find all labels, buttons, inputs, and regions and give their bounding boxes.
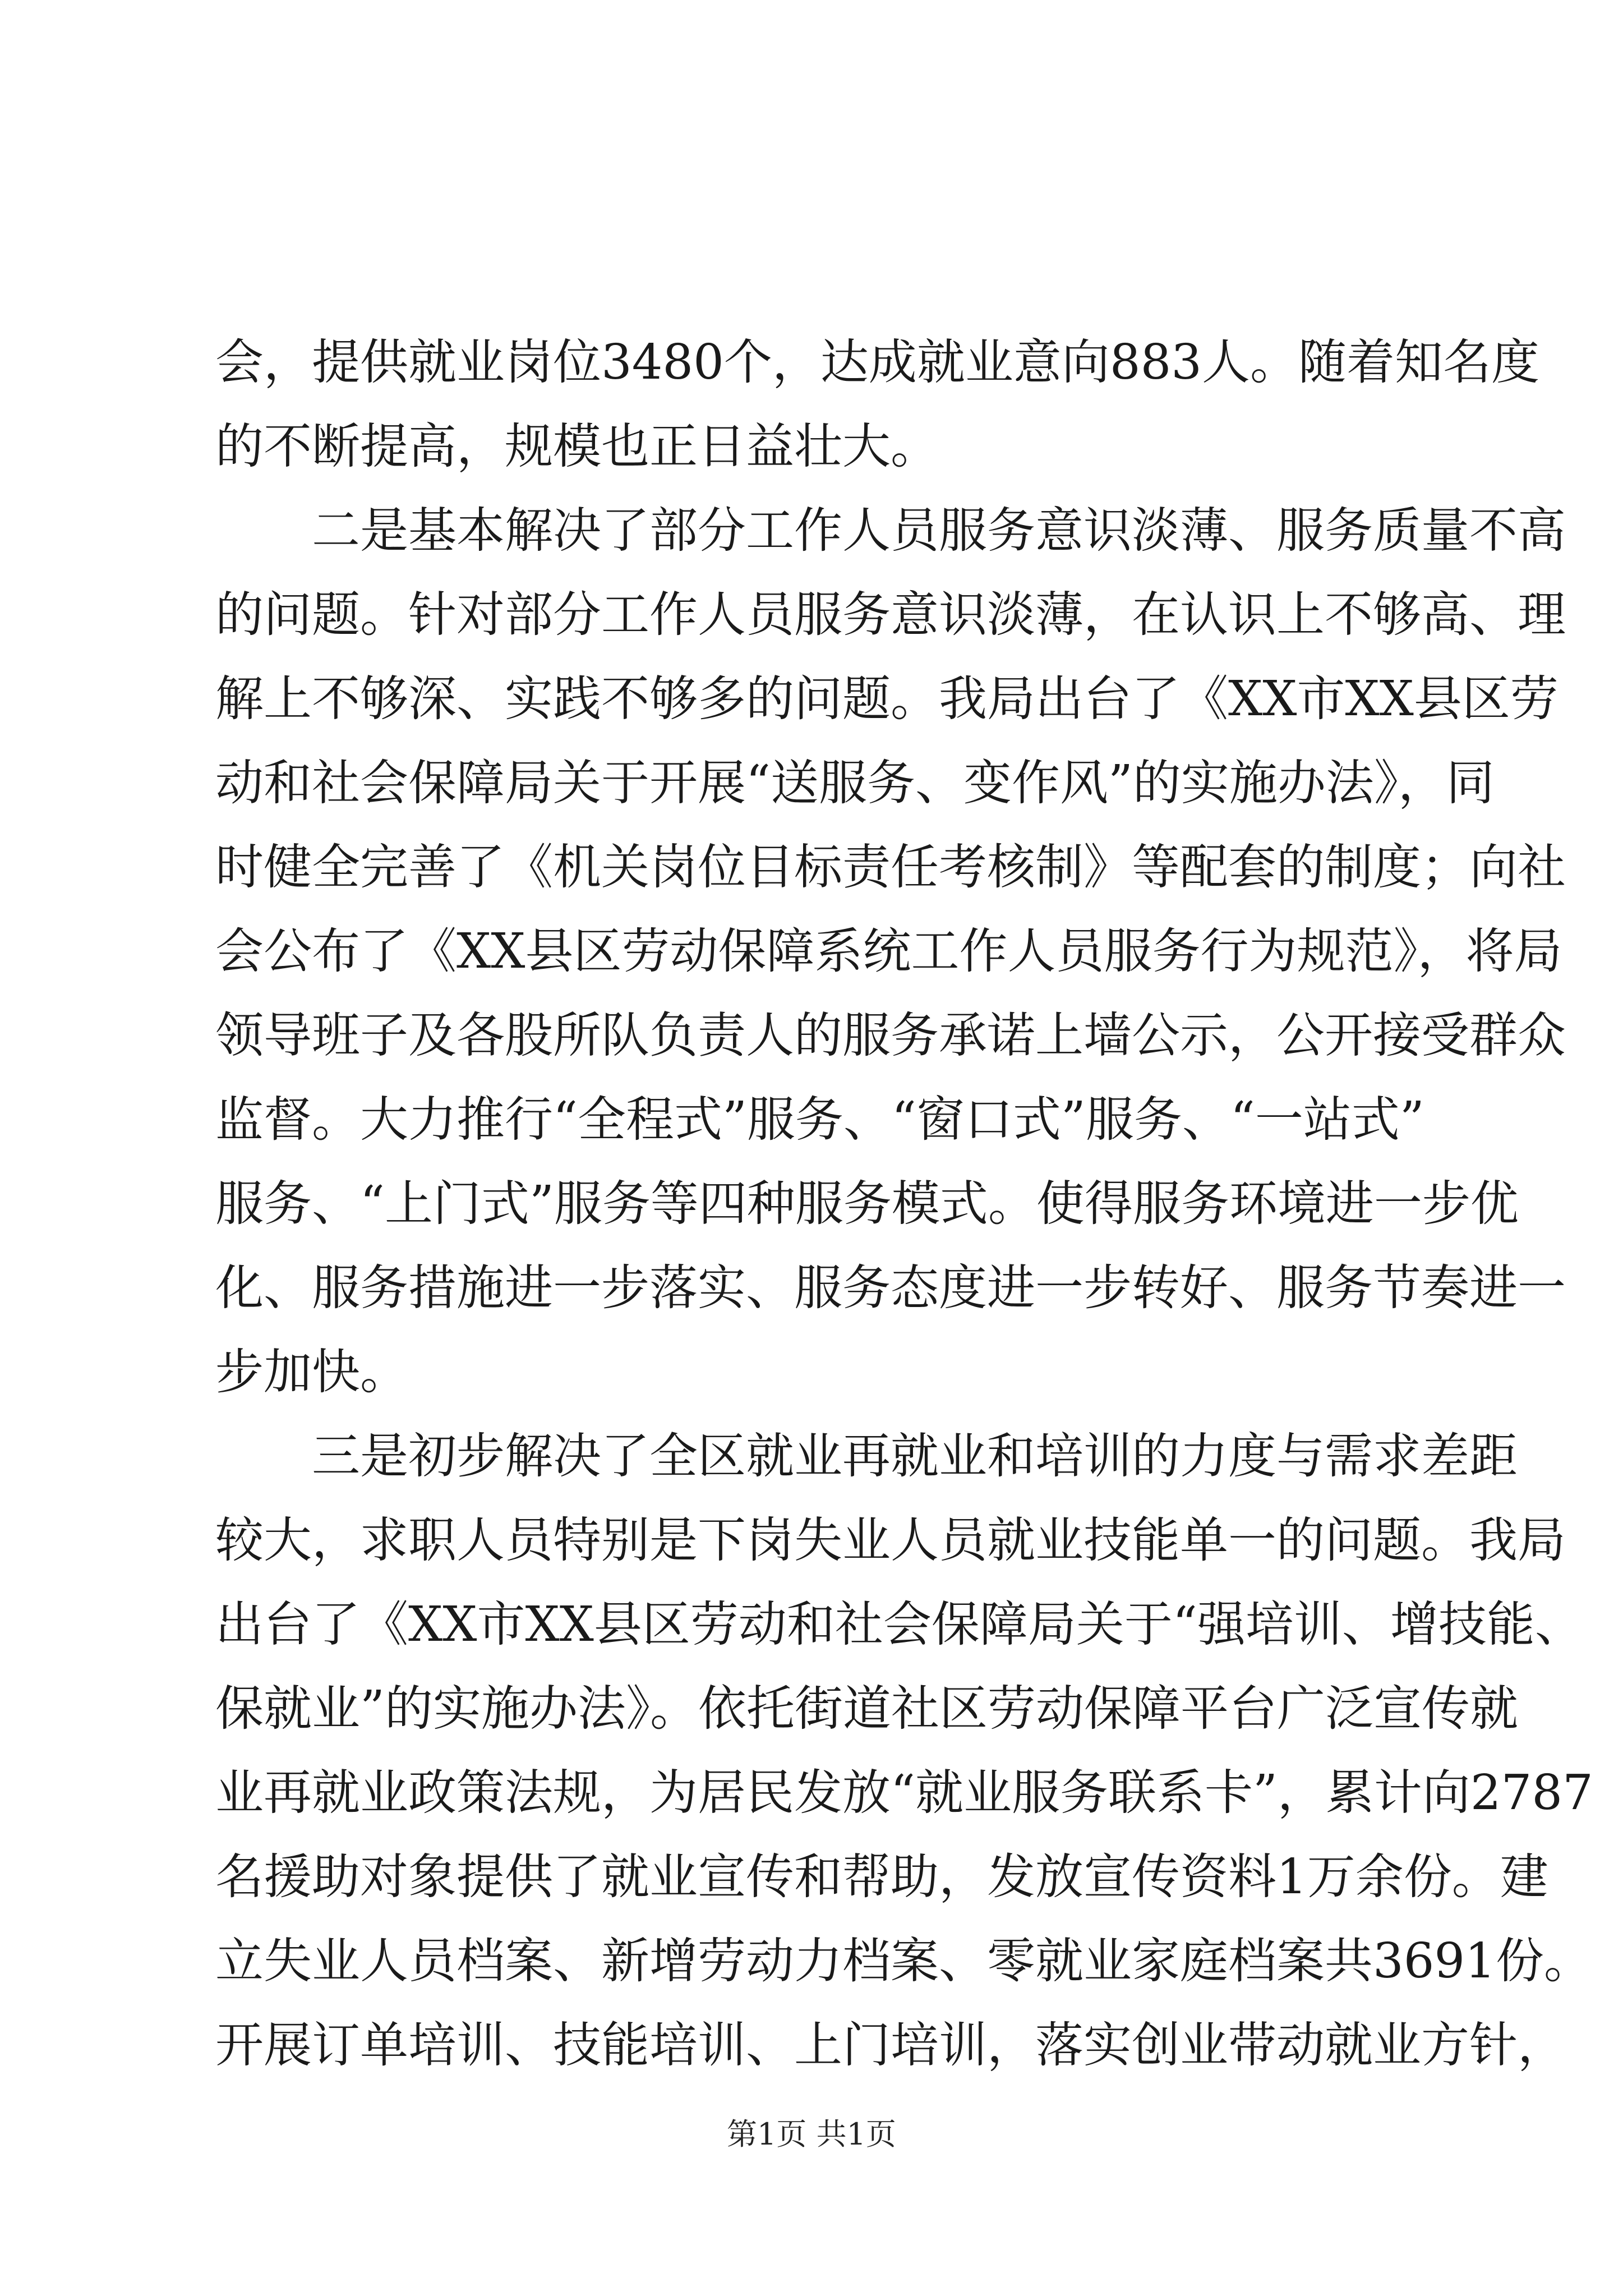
body-line-13: 步加快。 (215, 1344, 408, 1400)
body-line-3: 二是基本解决了部分工作人员服务意识淡薄、服务质量不高 (312, 503, 1566, 559)
body-line-4: 的问题。针对部分工作人员服务意识淡薄，在认识上不够高、理 (215, 587, 1566, 643)
page-footer: 第1页 共1页 (727, 2116, 896, 2152)
body-line-20: 立失业人员档案、新增劳动力档案、零就业家庭档案共3691份。 (215, 1933, 1592, 1989)
body-line-21: 开展订单培训、技能培训、上门培训，落实创业带动就业方针， (215, 2017, 1566, 2073)
body-line-6: 动和社会保障局关于开展“送服务、变作风”的实施办法》，同 (215, 755, 1495, 811)
body-line-9: 领导班子及各股所队负责人的服务承诺上墙公示，公开接受群众 (215, 1007, 1566, 1064)
body-line-19: 名援助对象提供了就业宣传和帮助，发放宣传资料1万余份。建 (215, 1849, 1548, 1905)
body-line-5: 解上不够深、实践不够多的问题。我局出台了《XX市XX县区劳 (215, 671, 1559, 727)
body-line-18: 业再就业政策法规，为居民发放“就业服务联系卡”，累计向2787 (215, 1765, 1593, 1821)
body-line-7: 时健全完善了《机关岗位目标责任考核制》等配套的制度；向社 (215, 839, 1566, 895)
body-line-15: 较大，求职人员特别是下岗失业人员就业技能单一的问题。我局 (215, 1512, 1566, 1568)
body-line-1: 会，提供就业岗位3480个，达成就业意向883人。随着知名度 (215, 334, 1540, 390)
body-line-14: 三是初步解决了全区就业再就业和培训的力度与需求差距 (312, 1428, 1518, 1484)
body-line-12: 化、服务措施进一步落实、服务态度进一步转好、服务节奏进一 (215, 1260, 1566, 1316)
body-line-16: 出台了《XX市XX县区劳动和社会保障局关于“强培训、增技能、 (215, 1596, 1583, 1653)
body-line-8: 会公布了《XX县区劳动保障系统工作人员服务行为规范》，将局 (215, 923, 1562, 979)
body-line-11: 服务、“上门式”服务等四种服务模式。使得服务环境进一步优 (215, 1176, 1519, 1232)
body-line-17: 保就业”的实施办法》。依托街道社区劳动保障平台广泛宣传就 (215, 1681, 1518, 1737)
body-line-10: 监督。大力推行“全程式”服务、“窗口式”服务、“一站式” (215, 1092, 1424, 1148)
body-line-2: 的不断提高，规模也正日益壮大。 (215, 418, 939, 475)
